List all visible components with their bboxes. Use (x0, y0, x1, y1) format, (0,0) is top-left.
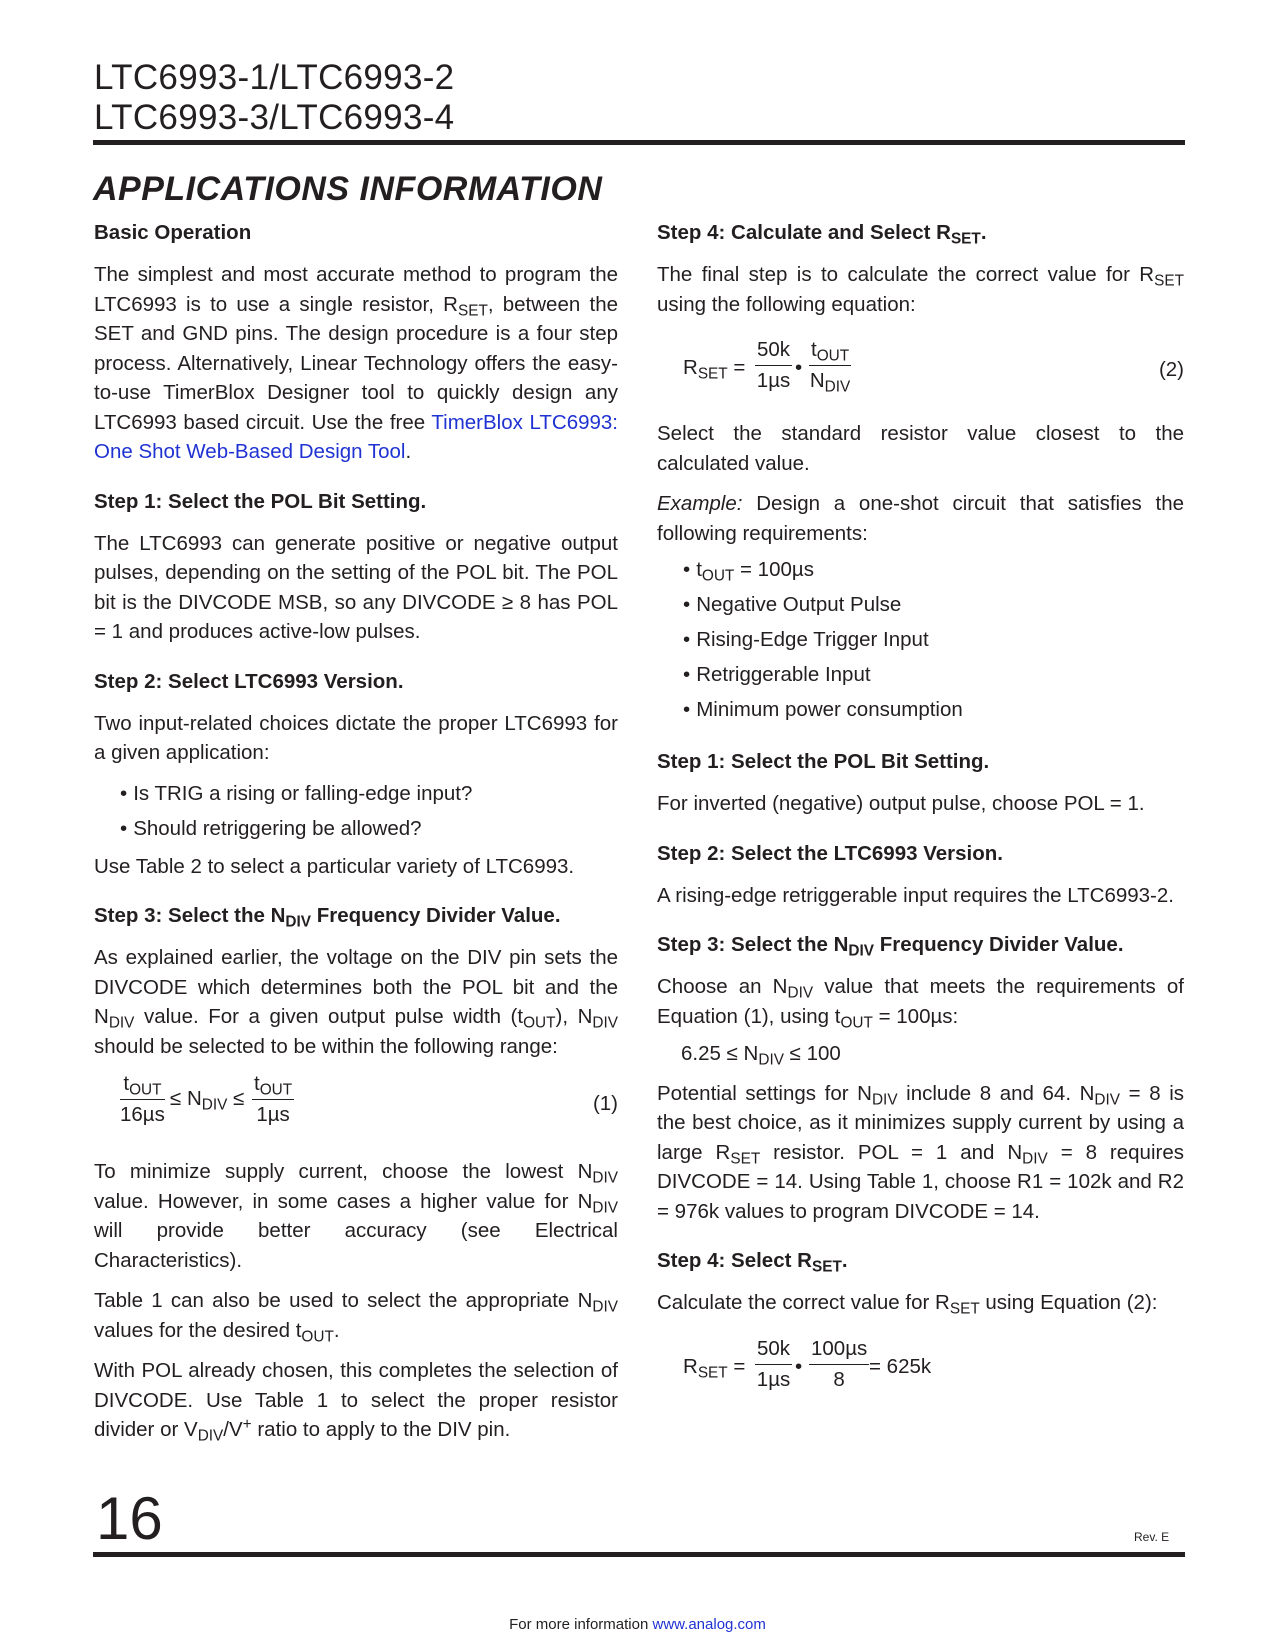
example-step2-paragraph: A rising-edge retriggerable input requires the LTC6993-2. (657, 883, 1174, 907)
list-item: • Is TRIG a rising or falling-edge input? (120, 776, 618, 811)
step4-paragraph-2: Select the standard resistor value closest to the calculated value. (657, 422, 1184, 475)
step3-paragraph-3: Table 1 can also be used to select the appropriate $N_{DIV}$ values for the desired $t_{OUT}$. (94, 1289, 618, 1346)
basic-operation-heading: Basic Operation (94, 221, 252, 244)
step1-paragraph: The LTC6993 can generate positive or negative output pulses, depending on the setting of the POL bit. The POL bit is the DIVCODE MSB, so any DIVCODE ≥ 8 has POL = 1 and produces active-low pulses. (94, 531, 618, 643)
example-step4-paragraph: Calculate the correct value for $R_{SET}$ using Equation (2): (657, 1291, 1158, 1318)
analog-website-link[interactable]: www.analog.com (652, 1616, 766, 1633)
list-item: • Rising-Edge Trigger Input (683, 622, 1184, 657)
list-item: • Negative Output Pulse (683, 587, 1184, 622)
equation-2: $R_{SET}$ = 50k 1µs • $t_{OUT}$ $N_{DIV}$ (2) (683, 338, 1184, 396)
equation-2-number: (2) (1158, 358, 1184, 381)
example-step3-heading: Step 3: Select the $N_{DIV}$ Frequency Divider Value. (657, 933, 1124, 960)
section-title: APPLICATIONS INFORMATION (93, 170, 603, 208)
footer-rule (93, 1552, 1185, 1557)
step4-heading: Step 4: Calculate and Select $R_{SET}$. (657, 221, 987, 248)
revision-label: Rev. E (1134, 1530, 1170, 1544)
left-column (94, 220, 618, 1445)
example-step3-paragraph-1: Choose an $N_{DIV}$ value that meets the requirements of Equation (1), using $t_{OUT} = 100\mu s$: (657, 975, 1184, 1032)
example-step4-heading: Step 4: Select $R_{SET}$. (657, 1249, 848, 1276)
part-numbers-line-1: LTC6993-1/LTC6993-2 (94, 58, 455, 97)
list-item: • Should retriggering be allowed? (120, 811, 618, 846)
step4-paragraph-1: The final step is to calculate the correct value for $R_{SET}$ using the following equation: (657, 263, 1184, 316)
equation-3: $R_{SET}$ = 50k 1µs • 100µs 8 = 625k (683, 1336, 932, 1391)
step3-paragraph-2: To minimize supply current, choose the lowest $N_{DIV}$ value. However, in some cases a higher value for $N_{DIV}$ will provide better accuracy (see Electrical Characteristics). (94, 1160, 618, 1272)
right-column (657, 220, 1184, 1404)
example-step3-paragraph-2: Potential settings for $N_{DIV}$ include 8 and 64. $N_{DIV} = 8$ is the best choice, as it minimizes supply current by using a large $R_{SET}$ resistor. POL = 1 and $N_{DIV} = 8$ requires DIVCODE = 14. Using Table 1, choose R1 = 102k and R2 = 976k values to program DIVCODE = 14. (657, 1081, 1184, 1223)
list-item: • Minimum power consumption (683, 692, 1184, 727)
step1-heading: Step 1: Select the POL Bit Setting. (94, 489, 427, 513)
example-step1-paragraph: For inverted (negative) output pulse, choose POL = 1. (657, 792, 1145, 815)
step3-paragraph-1: As explained earlier, the voltage on the DIV pin sets the DIVCODE which determines both the POL bit and the $N_{DIV}$ value. For a given output pulse width $(t_{OUT})$, $N_{DIV}$ should be selected to be within the following range: (94, 946, 618, 1058)
example-paragraph: Example: Design a one-shot circuit that satisfies the following requirements: (657, 492, 1184, 545)
example-step2-heading: Step 2: Select the LTC6993 Version. (657, 841, 1003, 865)
page-number: 16 (96, 1485, 163, 1552)
step2-paragraph-2: Use Table 2 to select a particular variety of LTC6993. (94, 854, 575, 878)
list-item: • Retriggerable Input (683, 657, 1184, 692)
step2-bullet-list (94, 776, 618, 846)
header-rule (93, 140, 1185, 145)
equation-1: $t_{OUT}$ 16µs ≤ $N_{DIV}$ ≤ $t_{OUT}$ 1µs (1) (120, 1072, 618, 1126)
example-step3-range: $6.25 \le N_{DIV} \le 100$ (681, 1042, 841, 1069)
part-numbers-line-2: LTC6993-3/LTC6993-4 (94, 98, 455, 137)
list-item: • $t_{OUT} = 100\mu s$ (683, 552, 1184, 587)
basic-operation-paragraph: The simplest and most accurate method to program the LTC6993 is to use a single resistor, $R_{SET}$, between the SET and GND pins. The design procedure is a four step process. Alternatively, Linear Technology offers the easy-to-use TimerBlox Designer tool to quickly design any LTC6993 based circuit. Use the free TimerBlox LTC6993: One Shot Web-Based Design Tool. (94, 263, 618, 463)
requirements-list (657, 552, 1184, 727)
step2-paragraph: Two input-related choices dictate the proper LTC6993 for a given application: (94, 711, 618, 764)
equation-1-number: (1) (592, 1092, 618, 1115)
step2-heading: Step 2: Select LTC6993 Version. (94, 669, 404, 693)
footer-more-info: For more information www.analog.com (509, 1616, 766, 1633)
design-tool-link[interactable]: TimerBlox LTC6993: One Shot Web-Based Design Tool (94, 410, 618, 463)
example-step1-heading: Step 1: Select the POL Bit Setting. (657, 750, 990, 773)
step3-paragraph-4: With POL already chosen, this completes the selection of DIVCODE. Use Table 1 to select the proper resistor divider or $V_{DIV}/V^+$ ratio to apply to the DIV pin. (94, 1359, 618, 1445)
step3-heading: Step 3: Select the $N_{DIV}$ Frequency Divider Value. (94, 904, 561, 931)
